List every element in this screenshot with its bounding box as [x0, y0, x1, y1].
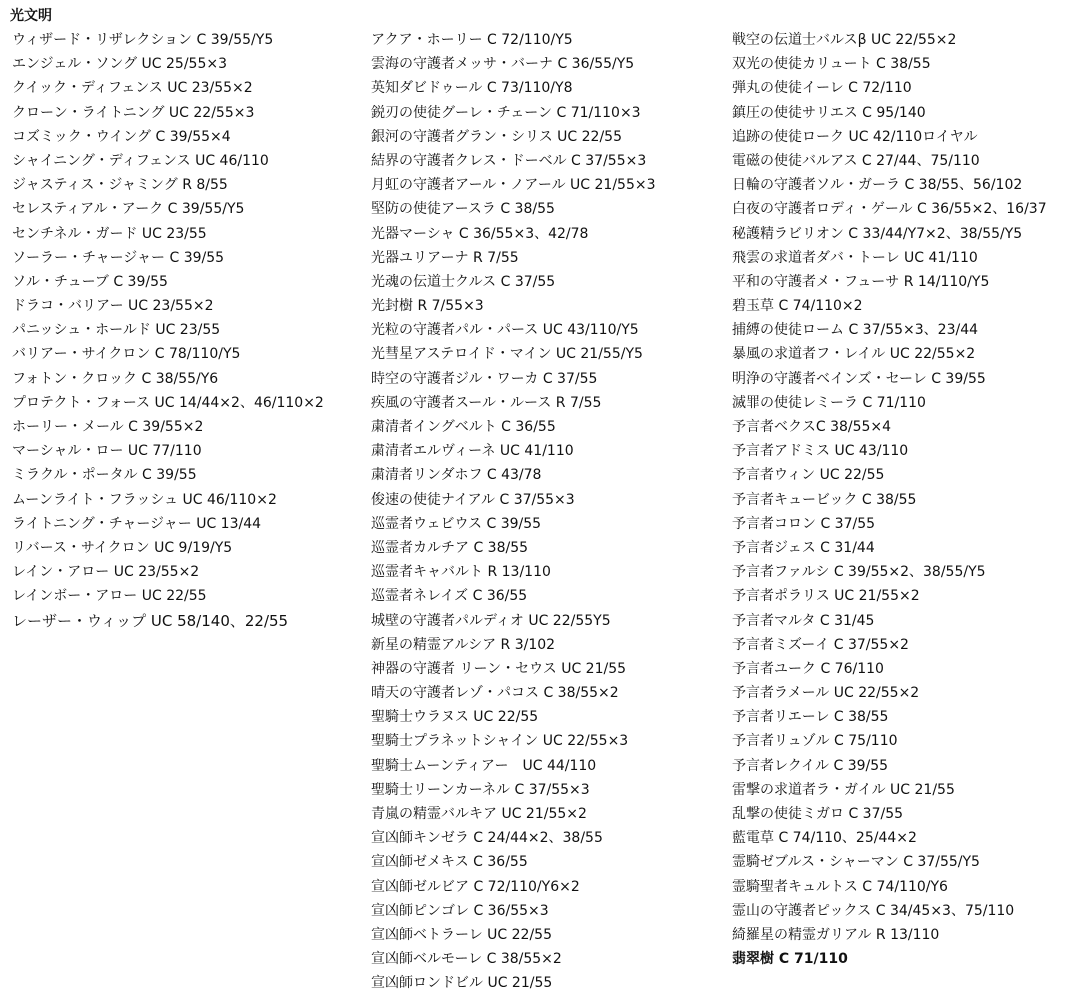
card-list-item: ジャスティス・ジャミング R 8/55 — [12, 177, 228, 194]
card-list-item: ホーリー・メール C 39/55×2 — [12, 419, 204, 435]
card-list-item: ミラクル・ポータル C 39/55 — [12, 467, 197, 484]
card-list-column-2 — [371, 28, 723, 996]
card-list-item: 疾風の守護者スール・ルース R 7/55 — [371, 394, 602, 411]
card-list-item: パニッシュ・ホールド UC 23/55 — [12, 322, 221, 339]
card-list-item: ソーラー・チャージャー C 39/55 — [12, 249, 225, 266]
card-list-item: レイン・アロー UC 23/55×2 — [12, 564, 200, 581]
card-list-item: 光器マーシャ C 36/55×3、42/78 — [371, 225, 589, 242]
card-list-item: 宣凶師ベルモーレ C 38/55×2 — [371, 951, 562, 968]
card-list-item: 予言者コロン C 37/55 — [732, 515, 876, 532]
card-list-item: 綺羅星の精霊ガリアル R 13/110 — [732, 926, 940, 943]
card-list-item: 鎮圧の使徒サリエス C 95/140 — [732, 104, 926, 121]
card-list-item: 巡霊者カルチア C 38/55 — [371, 539, 529, 556]
card-list-item: 霊騎ゼブルス・シャーマン C 37/55/Y5 — [732, 854, 980, 871]
page-title: 光文明 — [10, 8, 52, 24]
card-list-item: 鋭刃の使徒グーレ・チェーン C 71/110×3 — [371, 104, 641, 121]
card-list-item: 光魂の伝道士クルス C 37/55 — [371, 273, 556, 290]
card-list-item: 光器ユリアーナ R 7/55 — [371, 249, 519, 266]
card-list-item: 予言者ウィン UC 22/55 — [732, 467, 885, 484]
card-list-item: 巡霊者キャバルト R 13/110 — [371, 564, 551, 581]
card-list-item: 戦空の伝道士バルスβ UC 22/55×2 — [732, 32, 957, 48]
card-list-item: クローン・ライトニング UC 22/55×3 — [12, 104, 255, 121]
card-list-item: 予言者レクイル C 39/55 — [732, 757, 889, 774]
card-list-item: 予言者マルタ C 31/45 — [732, 612, 875, 629]
card-list-item: 捕縛の使徒ローム C 37/55×3、23/44 — [732, 322, 979, 339]
card-list-item: 俊速の使徒ナイアル C 37/55×3 — [371, 491, 575, 508]
card-list-item: レーザー・ウィップ UC 58/140、22/55 — [12, 611, 289, 630]
card-list-item: 銀河の守護者グラン・シリス UC 22/55 — [371, 128, 622, 145]
card-list-item: 予言者ミズーイ C 37/55×2 — [732, 636, 909, 653]
card-list-item: 雷撃の求道者ラ・ガイル UC 21/55 — [732, 781, 955, 798]
card-list-item: 翡翠樹 C 71/110 — [732, 951, 848, 968]
card-list-item: 粛清者エルヴィーネ UC 41/110 — [371, 443, 574, 460]
card-list-item: 結界の守護者クレス・ドーベル C 37/55×3 — [371, 152, 647, 169]
card-list-item: 英知ダビドゥール C 73/110/Y8 — [371, 80, 573, 97]
card-list-item: ドラコ・バリアー UC 23/55×2 — [12, 298, 214, 315]
card-list-item: 宣凶師ゼメキス C 36/55 — [371, 854, 528, 871]
card-list-item: 予言者ファルシ C 39/55×2、38/55/Y5 — [732, 564, 986, 581]
card-list-item: プロテクト・フォース UC 14/44×2、46/110×2 — [12, 394, 324, 411]
card-list-item: 光粒の守護者パル・パース UC 43/110/Y5 — [371, 322, 639, 339]
card-list-item: 霊山の守護者ピックス C 34/45×3、75/110 — [732, 902, 1015, 919]
card-list-item: 時空の守護者ジル・ワーカ C 37/55 — [371, 370, 598, 387]
card-list-item: 予言者リュゾル C 75/110 — [732, 733, 898, 750]
card-list-item: 堅防の使徒アースラ C 38/55 — [371, 201, 555, 218]
card-list-item: 聖騎士プラネットシャイン UC 22/55×3 — [371, 733, 629, 750]
card-list-item: 粛清者リンダホフ C 43/78 — [371, 467, 542, 484]
card-list-item: 青嵐の精霊バルキア UC 21/55×2 — [371, 806, 587, 822]
card-list-item: 宣凶師ピンゴレ C 36/55×3 — [371, 902, 549, 919]
card-list-item: シャイニング・ディフェンス UC 46/110 — [12, 152, 269, 169]
card-list-item: 予言者リエーレ C 38/55 — [732, 709, 889, 726]
card-list-item: 新星の精霊アルシア R 3/102 — [371, 636, 556, 653]
card-list-item: 乱撃の使徒ミガロ C 37/55 — [732, 806, 904, 822]
card-list-item: 予言者ラメール UC 22/55×2 — [732, 685, 920, 702]
card-list-item: 粛清者イングベルト C 36/55 — [371, 419, 556, 435]
card-list-item: 予言者ベクスC 38/55×4 — [732, 419, 892, 435]
card-list-item: 巡霊者ウェビウス C 39/55 — [371, 515, 542, 532]
card-list-item: 予言者アドミス UC 43/110 — [732, 443, 909, 460]
card-list-item: 追跡の使徒ローク UC 42/110ロイヤル — [732, 128, 978, 145]
card-list-item: クイック・ディフェンス UC 23/55×2 — [12, 80, 253, 97]
card-list-item: 平和の守護者メ・フューサ R 14/110/Y5 — [732, 273, 990, 290]
card-list-item: ライトニング・チャージャー UC 13/44 — [12, 515, 262, 532]
card-list-item: バリアー・サイクロン C 78/110/Y5 — [12, 346, 241, 363]
card-list-item: 宣凶師キンゼラ C 24/44×2、38/55 — [371, 830, 603, 847]
card-list-item: セレスティアル・アーク C 39/55/Y5 — [12, 201, 245, 218]
card-list-item: 城壁の守護者パルディオ UC 22/55Y5 — [371, 612, 611, 629]
card-list-item: マーシャル・ロー UC 77/110 — [12, 443, 202, 460]
card-list-item: 霊騎聖者キュルトス C 74/110/Y6 — [732, 878, 948, 895]
card-list-item: センチネル・ガード UC 23/55 — [12, 225, 207, 242]
card-list-item: 宣凶師ゼルビア C 72/110/Y6×2 — [371, 878, 580, 895]
card-list-item: 秘護精ラビリオン C 33/44/Y7×2、38/55/Y5 — [732, 225, 1023, 242]
card-list-item: 暴風の求道者フ・レイル UC 22/55×2 — [732, 346, 976, 363]
card-list-item: 弾丸の使徒イーレ C 72/110 — [732, 80, 912, 97]
card-list-item: 予言者ユーク C 76/110 — [732, 660, 884, 677]
card-list-item: レインボー・アロー UC 22/55 — [12, 588, 207, 605]
card-list-item: ソル・チューブ C 39/55 — [12, 273, 168, 290]
card-list-item: ムーンライト・フラッシュ UC 46/110×2 — [12, 491, 277, 508]
card-list-column-1 — [12, 28, 357, 633]
card-list-item: 明浄の守護者ベインズ・セーレ C 39/55 — [732, 370, 986, 387]
card-list-item: リバース・サイクロン UC 9/19/Y5 — [12, 539, 233, 556]
card-list-column-3 — [732, 28, 1074, 971]
card-list-item: 予言者キュービック C 38/55 — [732, 491, 917, 508]
card-list-item: 飛雲の求道者ダバ・トーレ UC 41/110 — [732, 249, 978, 266]
card-list-item: 滅罪の使徒レミーラ C 71/110 — [732, 394, 926, 411]
card-list-item: 双光の使徒カリュート C 38/55 — [732, 56, 931, 73]
card-list-item: 聖騎士ムーンティアー UC 44/110 — [371, 757, 597, 774]
card-list-item: 晴天の守護者レゾ・パコス C 38/55×2 — [371, 685, 619, 702]
card-list-item: 白夜の守護者ロディ・ゲール C 36/55×2、16/37 — [732, 201, 1047, 218]
card-list-item: 聖騎士リーンカーネル C 37/55×3 — [371, 781, 590, 798]
card-list-item: 雲海の守護者メッサ・バーナ C 36/55/Y5 — [371, 56, 635, 73]
card-list-item: 藍電草 C 74/110、25/44×2 — [732, 830, 917, 847]
card-list-item: フォトン・クロック C 38/55/Y6 — [12, 370, 219, 387]
card-list-item: 光彗星アステロイド・マイン UC 21/55/Y5 — [371, 346, 643, 363]
card-list-item: 巡霊者ネレイズ C 36/55 — [371, 588, 528, 605]
card-list-item: エンジェル・ソング UC 25/55×3 — [12, 56, 227, 73]
card-list-item: 碧玉草 C 74/110×2 — [732, 298, 863, 315]
card-list-item: 光封樹 R 7/55×3 — [371, 298, 484, 315]
card-list-item: 電磁の使徒バルアス C 27/44、75/110 — [732, 152, 980, 169]
card-list-item: 神器の守護者 リーン・セウス UC 21/55 — [371, 660, 627, 677]
card-list-item: ウィザード・リザレクション C 39/55/Y5 — [12, 32, 274, 48]
card-list-item: 日輪の守護者ソル・ガーラ C 38/55、56/102 — [732, 177, 1023, 194]
card-list-item: 予言者ポラリス UC 21/55×2 — [732, 588, 920, 605]
card-list-item: 月虹の守護者アール・ノアール UC 21/55×3 — [371, 177, 656, 194]
card-list-item: 聖騎士ウラヌス UC 22/55 — [371, 709, 539, 726]
card-list-item: 宣凶師ロンドビル UC 21/55 — [371, 975, 553, 992]
card-list-item: コズミック・ウイング C 39/55×4 — [12, 128, 231, 145]
card-list-item: アクア・ホーリー C 72/110/Y5 — [371, 32, 573, 48]
card-list-item: 宣凶師ベトラーレ UC 22/55 — [371, 926, 552, 943]
card-list-item: 予言者ジェス C 31/44 — [732, 539, 875, 556]
